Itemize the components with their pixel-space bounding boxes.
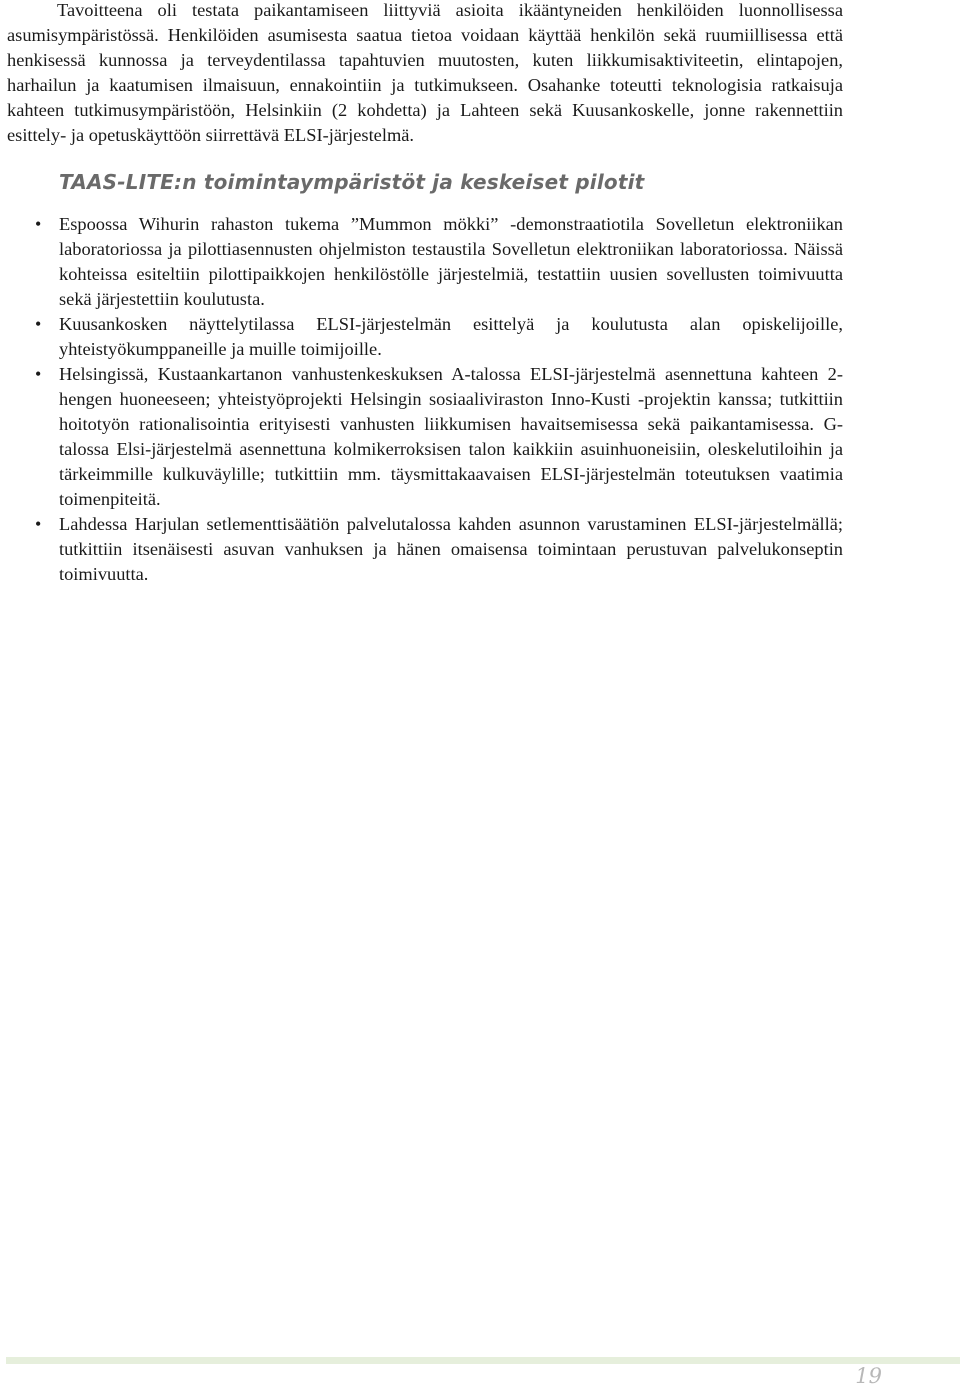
bullet-icon: • [35,364,42,384]
intro-paragraph: Tavoitteena oli testata paikantamiseen liittyviä asioita ikääntyneiden henkilöiden luonnollisessa asumisympäristössä. Henkilöiden asumisesta saatua tietoa voidaan käyttää henkilön sekä ruumiillisessa että henkisessä kunnossa ja terveydentilassa tapahtuvien muutosten, kuten liikkumisaktiviteetin, elintapojen, harhailun ja kaatumisen ilmaisuun, ennakointiin ja tutkimukseen. Osahanke toteutti teknologisia ratkaisuja kahteen tutkimusympäristöön, Helsinkiin (2 kohdetta) ja Lahteen sekä Kuusankoskelle, jonne rakennettiin esittely- ja opetuskäyttöön siirrettävä ELSI-järjestelmä. [7,0,843,145]
list-item [7,312,843,362]
bullet-icon: • [35,514,42,534]
list-item-text: Helsingissä, Kustaankartanon vanhustenkeskuksen A-talossa ELSI-järjestelmä asennettuna kahteen 2-hengen huoneeseen; yhteistyöprojekti Helsingin sosiaaliviraston Inno-Kusti -projektin kanssa; tutkittiin hoitotyön rationalisointia erityisesti vanhusten liikkumisen havaitsemisessa sekä paikantamisessa. G-talossa Elsi-järjestelmä asennettuna kolmikerroksisen talon kaikkiin asuinhuoneisiin, oleskelutiloihin ja tärkeimmille kulkuväylille; tutkittiin mm. täysmittakaavaisen ELSI-järjestelmän toteutuksen vaatimia toimenpiteitä. [59,364,843,509]
document-page [7,0,843,587]
list-item [7,362,843,512]
bullet-icon: • [35,214,42,234]
list-item-text: Lahdessa Harjulan setlementtisäätiön palvelutalossa kahden asunnon varustaminen ELSI-järjestelmällä; tutkittiin itsenäisesti asuvan vanhuksen ja hänen omaisensa toimintaan perustuvan palvelukonseptin toimivuutta. [59,514,843,584]
page-number: 19 [855,1364,882,1388]
list-item [7,512,843,587]
pilots-list [7,212,843,587]
footer-bar [6,1357,960,1364]
list-item [7,212,843,312]
list-item-text: Espoossa Wihurin rahaston tukema ”Mummon mökki” -demonstraatiotila Sovelletun elektroniikan laboratoriossa ja pilottiasennusten ohjelmiston testaustila Sovelletun elektroniikan laboratoriossa. Näissä kohteissa esiteltiin pilottipaikkojen henkilöstölle järjestelmiä, testattiin uusien sovellusten toimivuutta sekä järjestettiin koulutusta. [59,214,843,309]
section-heading: TAAS-LITE:n toimintaympäristöt ja keskeiset pilotit [59,170,645,194]
list-item-text: Kuusankosken näyttelytilassa ELSI-järjestelmän esittelyä ja koulutusta alan opiskelijoille, yhteistyökumppaneille ja muille toimijoille. [59,314,843,359]
bullet-icon: • [35,314,42,334]
